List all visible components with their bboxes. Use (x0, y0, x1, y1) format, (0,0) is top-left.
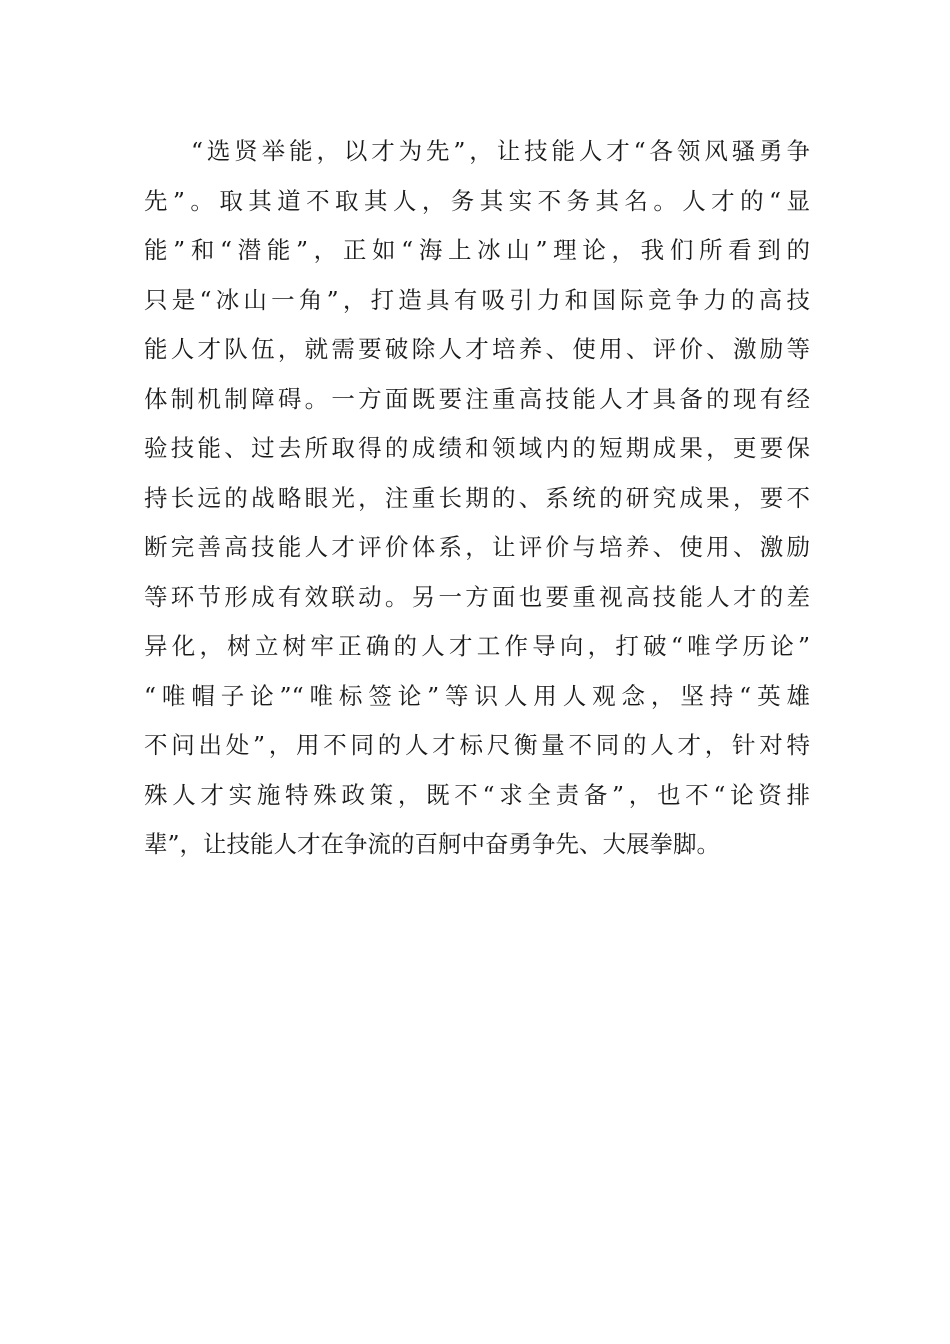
paragraph-line-1: “选贤举能，以才为先”，让技能人才“各领风骚勇争 (191, 137, 810, 165)
paragraph-line-4: 只是“冰山一角”，打造具有吸引力和国际竞争力的高技 (144, 285, 810, 314)
paragraph-line-9: 断完善高技能人才评价体系，让评价与培养、使用、激励 (144, 533, 810, 561)
paragraph-line-13: 不问出处”，用不同的人才标尺衡量不同的人才，针对特 (144, 731, 810, 759)
paragraph-line-6: 体制机制障碍。一方面既要注重高技能人才具备的现有经 (144, 384, 810, 413)
paragraph-line-5: 能人才队伍，就需要破除人才培养、使用、评价、激励等 (144, 335, 810, 363)
paragraph-line-12: “唯帽子论”“唯标签论”等识人用人观念，坚持“英雄 (144, 681, 810, 710)
paragraph-line-2: 先”。取其道不取其人，务其实不务其名。人才的“显 (144, 186, 810, 215)
paragraph-line-11: 异化，树立树牢正确的人才工作导向，打破“唯学历论” (144, 632, 810, 660)
paragraph-line-8: 持长远的战略眼光，注重长期的、系统的研究成果，要不 (144, 483, 810, 512)
paragraph-line-14: 殊人才实施特殊政策，既不“求全责备”，也不“论资排 (144, 780, 810, 809)
paragraph-line-15: 辈”，让技能人才在争流的百舸中奋勇争先、大展拳脚。 (144, 830, 721, 858)
body-paragraph (144, 127, 810, 870)
paragraph-line-7: 验技能、过去所取得的成绩和领域内的短期成果，更要保 (144, 434, 810, 462)
paragraph-line-3: 能”和“潜能”，正如“海上冰山”理论，我们所看到的 (144, 236, 810, 264)
paragraph-line-10: 等环节形成有效联动。另一方面也要重视高技能人才的差 (144, 582, 810, 611)
